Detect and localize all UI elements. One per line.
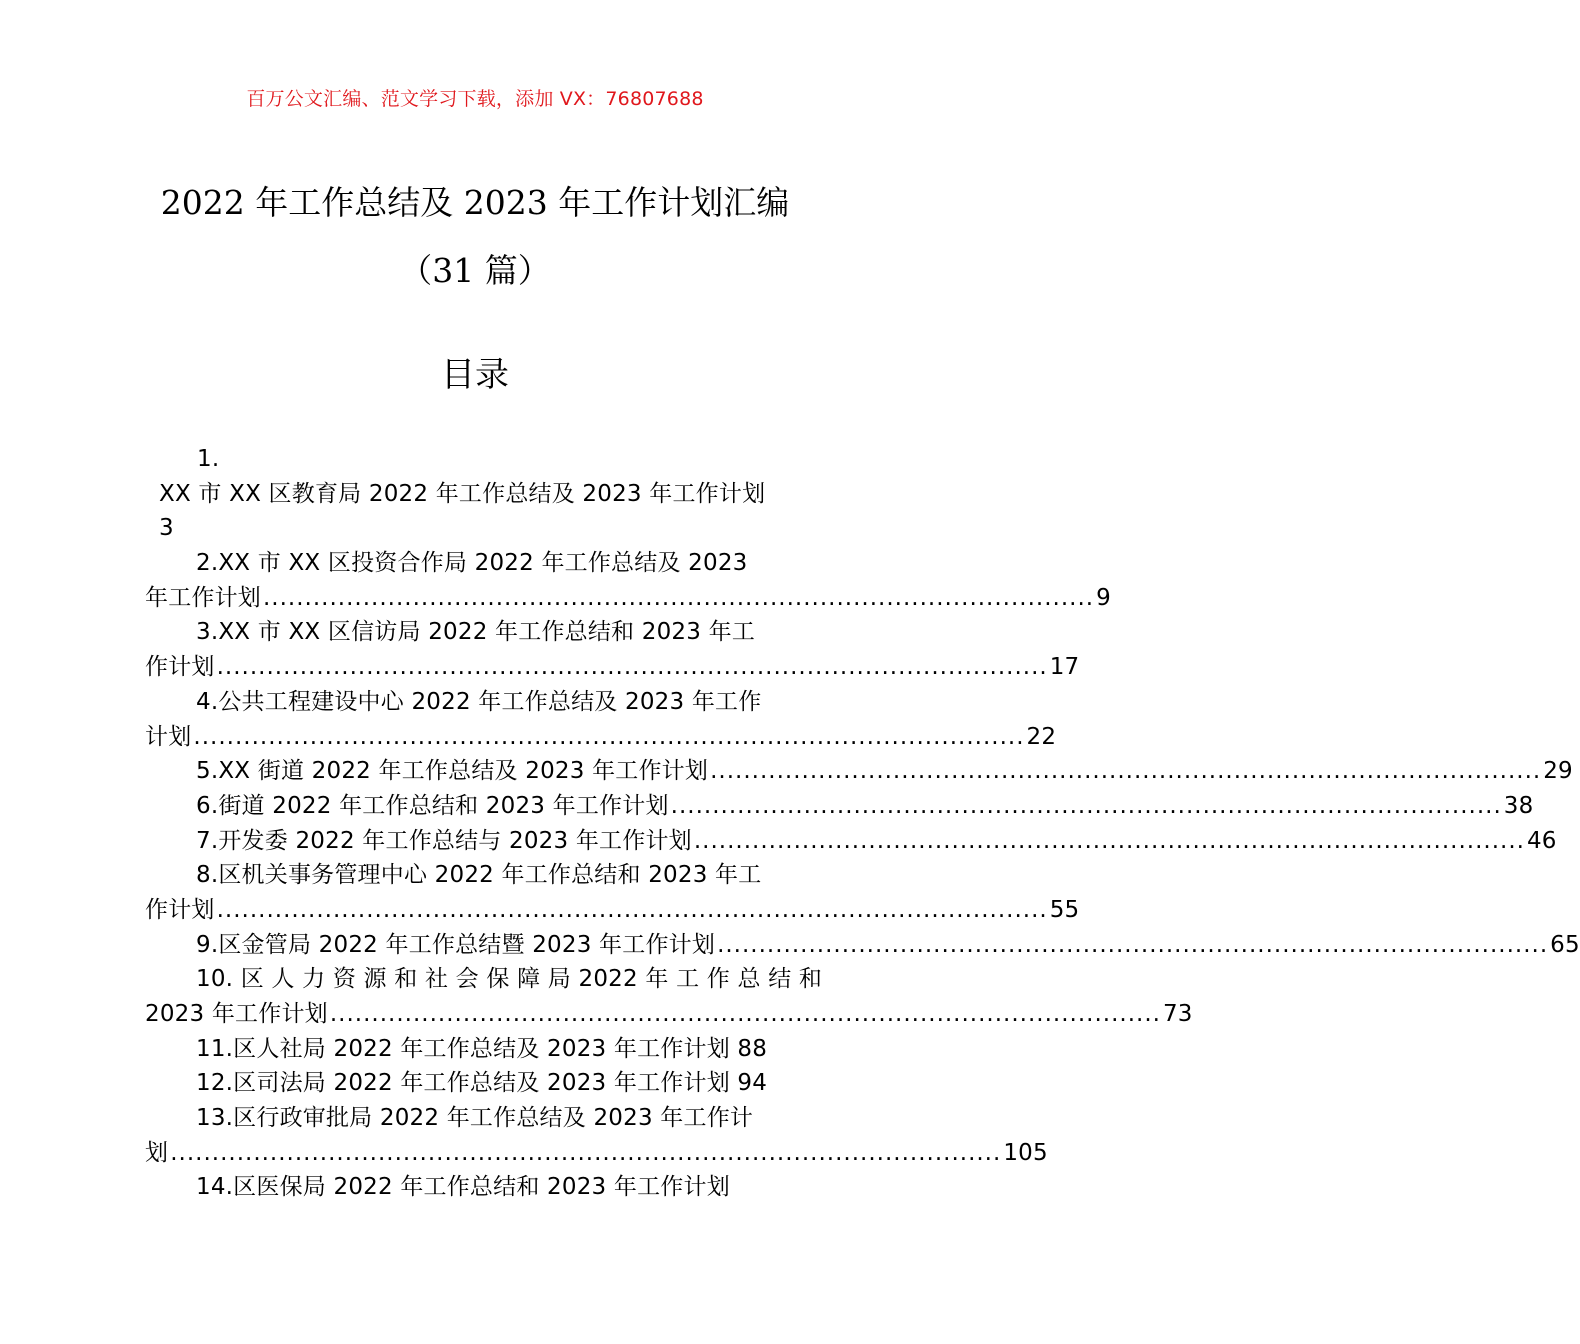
document-title: 2022 年工作总结及 2023 年工作计划汇编 <box>160 183 790 222</box>
toc-line: 2.XX 市 XX 区投资合作局 2022 年工作总结及 2023 <box>196 550 748 577</box>
dot-leader: .................................................................................................... <box>193 723 1025 750</box>
toc-entry-text: 划 <box>145 1139 169 1166</box>
dot-leader: .................................................................................................... <box>329 1001 1161 1027</box>
table-of-contents <box>145 442 1580 1205</box>
dot-leader: .................................................................................................... <box>670 792 1502 819</box>
toc-line[interactable] <box>145 824 1557 859</box>
document-subtitle: （31 篇） <box>399 251 551 290</box>
toc-page-number: 9 <box>1096 584 1111 611</box>
toc-line: 11.区人社局 2022 年工作总结及 2023 年工作计划 88 <box>196 1035 768 1062</box>
dot-leader: .................................................................................................... <box>216 896 1048 923</box>
toc-entry-text: 6.街道 2022 年工作总结和 2023 年工作计划 <box>196 792 669 819</box>
toc-page-number: 22 <box>1026 723 1057 750</box>
toc-heading: 目录 <box>441 355 509 395</box>
dot-leader: .................................................................................................... <box>693 827 1525 854</box>
toc-page-number: 105 <box>1003 1139 1048 1166</box>
toc-entry-text: 7.开发委 2022 年工作总结与 2023 年工作计划 <box>196 827 692 854</box>
dot-leader: .................................................................................................... <box>717 931 1549 958</box>
toc-page-number: 46 <box>1526 827 1557 854</box>
toc-page-number: 38 <box>1503 792 1534 819</box>
toc-entry-text: 5.XX 街道 2022 年工作总结及 2023 年工作计划 <box>196 758 709 785</box>
toc-entry-text: 9.区金管局 2022 年工作总结暨 2023 年工作计划 <box>196 931 716 958</box>
toc-page-number: 17 <box>1049 654 1080 681</box>
toc-entry-text: 作计划 <box>145 654 215 681</box>
toc-line[interactable] <box>145 893 1080 928</box>
toc-entry-text: 2023 年工作计划 <box>145 1001 328 1027</box>
toc-page-number: 29 <box>1543 758 1573 785</box>
dot-leader: .................................................................................................... <box>170 1139 1002 1166</box>
toc-line[interactable] <box>145 581 1111 616</box>
toc-line: XX 市 XX 区教育局 2022 年工作总结及 2023 年工作计划 <box>159 480 766 507</box>
toc-page-number: 73 <box>1162 1001 1193 1027</box>
dot-leader: .................................................................................................... <box>263 584 1095 611</box>
toc-line: 10. 区 人 力 资 源 和 社 会 保 障 局 2022 年 工 作 总 结 和 <box>196 966 823 993</box>
dot-leader: .................................................................................................... <box>710 758 1542 785</box>
toc-line: 3.XX 市 XX 区信访局 2022 年工作总结和 2023 年工 <box>196 619 756 646</box>
toc-line[interactable] <box>145 754 1573 789</box>
toc-line: 1. <box>197 446 220 472</box>
toc-line[interactable] <box>145 997 1193 1032</box>
header-note: 百万公文汇编、范文学习下载，添加 VX：76807688 <box>246 88 704 110</box>
toc-line[interactable] <box>145 789 1534 824</box>
toc-entry-text: 年工作计划 <box>145 584 261 611</box>
toc-line: 14.区医保局 2022 年工作总结和 2023 年工作计划 <box>196 1174 730 1201</box>
dot-leader: .................................................................................................... <box>216 654 1048 681</box>
toc-line[interactable] <box>145 1136 1048 1171</box>
toc-page-number: 55 <box>1049 896 1080 923</box>
toc-page-number: 65 <box>1550 931 1580 958</box>
toc-line[interactable] <box>145 720 1057 755</box>
toc-entry-text: 作计划 <box>145 896 215 923</box>
toc-line: 13.区行政审批局 2022 年工作总结及 2023 年工作计 <box>196 1105 754 1132</box>
toc-line: 4.公共工程建设中心 2022 年工作总结及 2023 年工作 <box>196 688 762 715</box>
toc-line: 12.区司法局 2022 年工作总结及 2023 年工作计划 94 <box>196 1070 768 1097</box>
toc-line[interactable] <box>145 650 1080 685</box>
toc-line: 8.区机关事务管理中心 2022 年工作总结和 2023 年工 <box>196 862 762 889</box>
toc-entry-text: 计划 <box>145 723 192 750</box>
toc-line: 3 <box>159 515 174 542</box>
toc-line[interactable] <box>145 928 1580 963</box>
